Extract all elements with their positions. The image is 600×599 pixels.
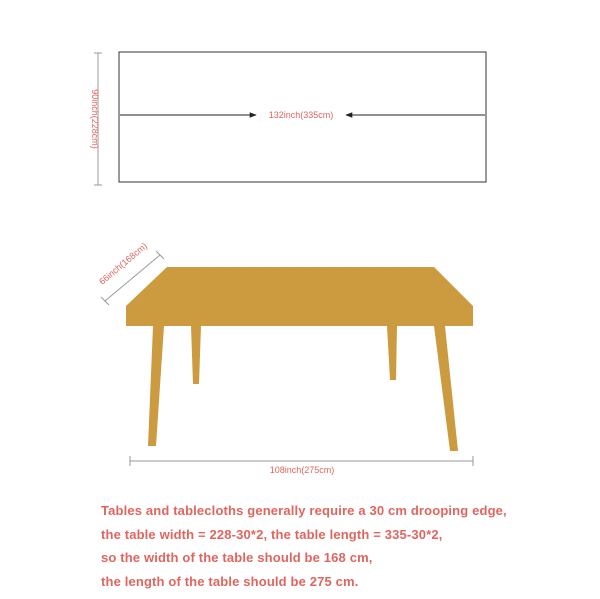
table-leg-front-right [434,326,458,451]
note-line: the length of the table should be 275 cm. [101,574,359,590]
note-line: Tables and tablecloths generally require a 30 cm drooping edge, [101,503,507,518]
table-leg-back-left [191,326,201,384]
table-illustration [97,241,473,475]
table-leg-back-right [387,326,397,380]
note-line: the table width = 228-30*2, the table length = 335-30*2, [101,526,443,542]
size-notes [101,499,581,594]
table-width-label: 66inch(168cm) [97,240,150,287]
tablecloth-top-view [90,52,486,185]
tablecloth-width-label: 90inch(228cm) [90,89,100,149]
table-length-dimension [130,456,473,475]
tabletop [126,267,473,326]
table-leg-front-left [148,326,164,446]
tablecloth-length-dimension [120,110,485,120]
tablecloth-width-dimension [90,53,102,185]
table-length-label: 108inch(275cm) [269,465,335,475]
note-line: so the width of the table should be 168 cm, [101,550,373,566]
tablecloth-length-label: 132inch(335cm) [268,110,334,120]
